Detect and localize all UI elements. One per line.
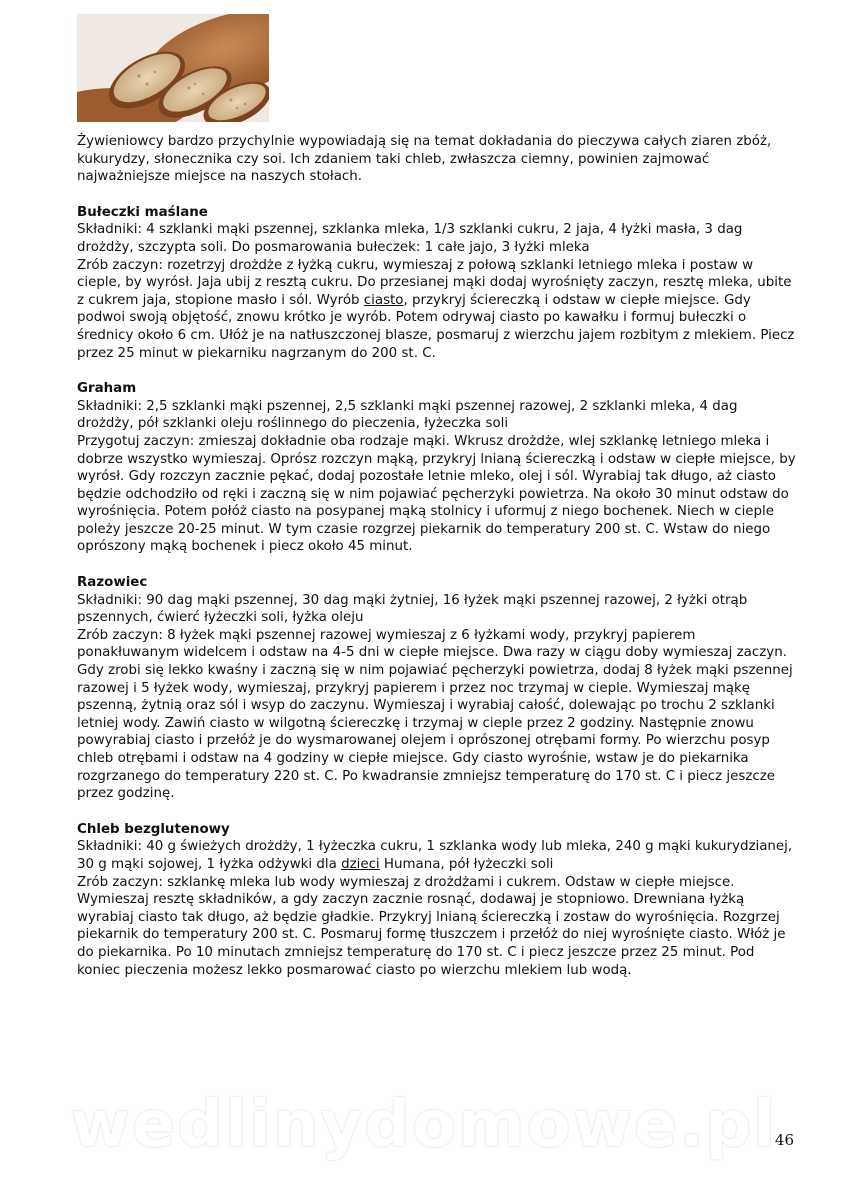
recipe-method: Zrób zaczyn: szklankę mleka lub wody wymieszaj z drożdżami i cukrem. Odstaw w ciepłe miejsce. Wymieszaj resztę składników, a gdy zaczyn zacznie rosnąć, dodawaj je stopniowo. Drewniana łyżką wyrabiaj ciasto tak długo, aż będzie gładkie. Przykryj lnianą ściereczką i zostaw do wyrośnięcia. Rozgrzej piekarnik do temperatury 200 st. C. Posmaruj formę tłuszczem i przełóż do niej wyrośnięte ciasto. Włóż je do piekarnika. Po 10 minutach zmniejsz temperaturę do 170 st. C i piecz jeszcze przez 25 minut. Pod koniec pieczenia możesz lekko posmarować ciasto po wierzchu mlekiem lub wodą. bbox=[77, 874, 786, 978]
recipe-title: Chleb bezglutenowy bbox=[77, 821, 230, 837]
recipe-ingredients: Składniki: 90 dag mąki pszennej, 30 dag mąki żytniej, 16 łyżek mąki pszennej razowej, 2 łyżki otrąb pszennych, ćwierć łyżeczki soli, łyżka oleju bbox=[77, 592, 748, 626]
recipe-chleb-bezglutenowy bbox=[77, 821, 797, 979]
recipe-buleczki-maslane bbox=[77, 204, 797, 362]
recipe-method-text: , przykryj ściereczką i odstaw w ciepłe miejsce. Gdy podwoi swoją objętość, znowu krótko je wyrób. Potem odrywaj ciasto po kawałku i formuj bułeczki o średnicy około 6 cm. Ułóż je na natłuszczonej blasze, posmaruj z wierzchu jajem rozbitym z mlekiem. Piecz przez 25 minut w piekarniku nagrzanym do 200 st. C. bbox=[77, 292, 795, 361]
watermark: wedlinydomowe.pl bbox=[70, 1088, 778, 1162]
sliced-bread-illustration bbox=[77, 14, 269, 122]
recipe-ingredients: Składniki: 2,5 szklanki mąki pszennej, 2,5 szklanki mąki pszennej razowej, 2 szklanki mleka, 4 dag drożdży, pół szklanki oleju roślinnego do pieczenia, łyżeczka soli bbox=[77, 398, 738, 432]
recipe-graham bbox=[77, 380, 797, 556]
recipe-ingredients-text: Składniki: 40 g świeżych drożdży, 1 łyżeczka cukru, 1 szklanka wody lub mleka, 240 g mąki kukurydzianej, 30 g mąki sojowej, 1 łyżka odżywki dla bbox=[77, 839, 793, 872]
bread-photo bbox=[77, 14, 269, 122]
ciasto-link[interactable]: ciasto bbox=[363, 292, 404, 308]
recipe-method bbox=[77, 257, 797, 363]
recipe-ingredients bbox=[77, 838, 797, 873]
recipe-ingredients: Składniki: 4 szklanki mąki pszennej, szklanka mleka, 1/3 szklanki cukru, 2 jaja, 4 łyżki masła, 3 dag drożdży, szczypta soli. Do posmarowania bułeczek: 1 całe jajo, 3 łyżki mleka bbox=[77, 222, 743, 255]
recipe-method: Przygotuj zaczyn: zmieszaj dokładnie oba rodzaje mąki. Wkrusz drożdże, wlej szklankę letniego mleka i dobrze wszystko wymieszaj. Oprósz rozczyn mąką, przykryj lnianą ściereczką i odstaw w ciepłe miejsce, by wyrósł. Gdy rozczyn zacznie pękać, dodaj pozostałe letnie mleko, olej i sól. Wyrabiaj tak długo, aż ciasto będzie odchodziło od ręki i zaczną się w nim pojawiać pęcherzyki powietrza. Na około 30 minut odstaw do wyrośnięcia. Potem połóż ciasto na posypanej mąką stolnicy i uformuj z niego bochenek. Niech w cieple poleży jeszcze 20-25 minut. W tym czasie rozgrzej piekarnik do temperatury 200 st. C. Wstaw do niego oprószony mąką bochenek i piecz około 45 minut. bbox=[77, 433, 796, 555]
recipe-method-text: Zrób zaczyn: rozetrzyj drożdże z łyżką cukru, wymieszaj z połową szklanki letniego mleka i postaw w cieple, by wyrósł. Jaja ubij z resztą cukru. Do przesianej mąki dodaj wyrośnięty zaczyn, resztę mleka, ubite z cukrem jaja, stopione masło i sól. Wyrób bbox=[77, 257, 792, 308]
recipe-razowiec bbox=[77, 574, 797, 803]
recipe-title: Razowiec bbox=[77, 575, 148, 591]
dzieci-link[interactable]: dzieci bbox=[341, 856, 380, 872]
recipe-method: Zrób zaczyn: 8 łyżek mąki pszennej razowej wymieszaj z 6 łyżkami wody, przykryj papierem ponakłuwanym widelcem i odstaw na 4-5 dni w ciepłe miejsce. Dwa razy w ciągu doby wymieszaj zaczyn. Gdy zrobi się lekko kwaśny i zaczną się w nim pojawiać pęcherzyki powietrza, dodaj 8 łyżek mąki pszennej razowej i 5 łyżek wody, wymieszaj, przykryj papierem i przez noc trzymaj w cieple. Wymieszaj mąkę pszenną, żytnią oraz sól i wsyp do zaczynu. Wymieszaj i wyrabiaj całość, dolewając po trochu 2 szklanki letniej wody. Zawiń ciasto w wilgotną ściereczkę i trzymaj w cieple przez 2 godziny. Następnie znowu powyrabiaj ciasto i przełóż je do wysmarowanej olejem i oprószonej otrębami formy. Po wierzchu posyp chleb otrębami i odstaw na 4 godziny w ciepłe miejsce. Gdy ciasto wyrośnie, wstaw je do piekarnika rozgrzanego do temperatury 220 st. C. Po kwadransie zmniejsz temperaturę do 170 st. C i piecz jeszcze przez godzinę. bbox=[77, 627, 793, 802]
recipe-ingredients-text: Humana, pół łyżeczki soli bbox=[379, 856, 554, 872]
recipe-title: Bułeczki maślane bbox=[77, 204, 208, 220]
recipe-title: Graham bbox=[77, 381, 137, 397]
page-number: 46 bbox=[774, 1131, 794, 1149]
intro-paragraph: Żywieniowcy bardzo przychylnie wypowiadają się na temat dokładania do pieczywa całych ziaren zbóż, kukurydzy, słonecznika czy soi. Ich zdaniem taki chleb, zwłaszcza ciemny, powinien zajmować najważniejsze miejsce na naszych stołach. bbox=[77, 134, 772, 185]
article-body bbox=[77, 133, 797, 979]
